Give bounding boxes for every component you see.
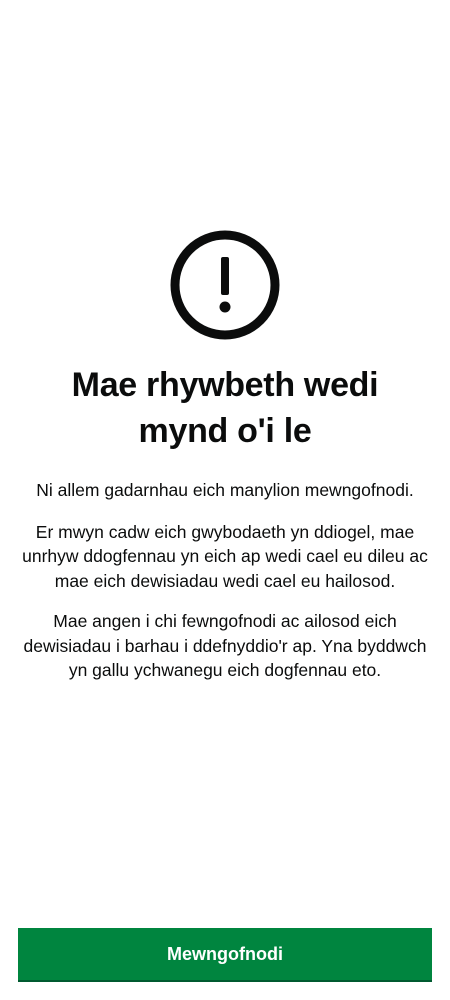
- page-title: Mae rhywbeth wedi mynd o'i le: [71, 366, 379, 450]
- error-description: [0, 478, 450, 683]
- sign-in-button[interactable]: Mewngofnodi: [18, 928, 432, 982]
- error-paragraph-data-cleared: Er mwyn cadw eich gwybodaeth yn ddiogel, mae unrhyw ddogfennau yn eich ap wedi cael eu dileu ac mae eich dewisiadau wedi cael eu hailosod.: [22, 521, 428, 591]
- error-screen: [0, 230, 450, 699]
- error-paragraph-next-steps: Mae angen i chi fewngofnodi ac ailosod eich dewisiadau i barhau i ddefnyddio'r ap. Yna byddwch yn gallu ychwanegu eich dogfennau eto.: [23, 611, 427, 680]
- error-paragraph-details: Ni allem gadarnhau eich manylion mewngofnodi.: [36, 480, 414, 500]
- exclamation-circle-icon: [170, 230, 280, 340]
